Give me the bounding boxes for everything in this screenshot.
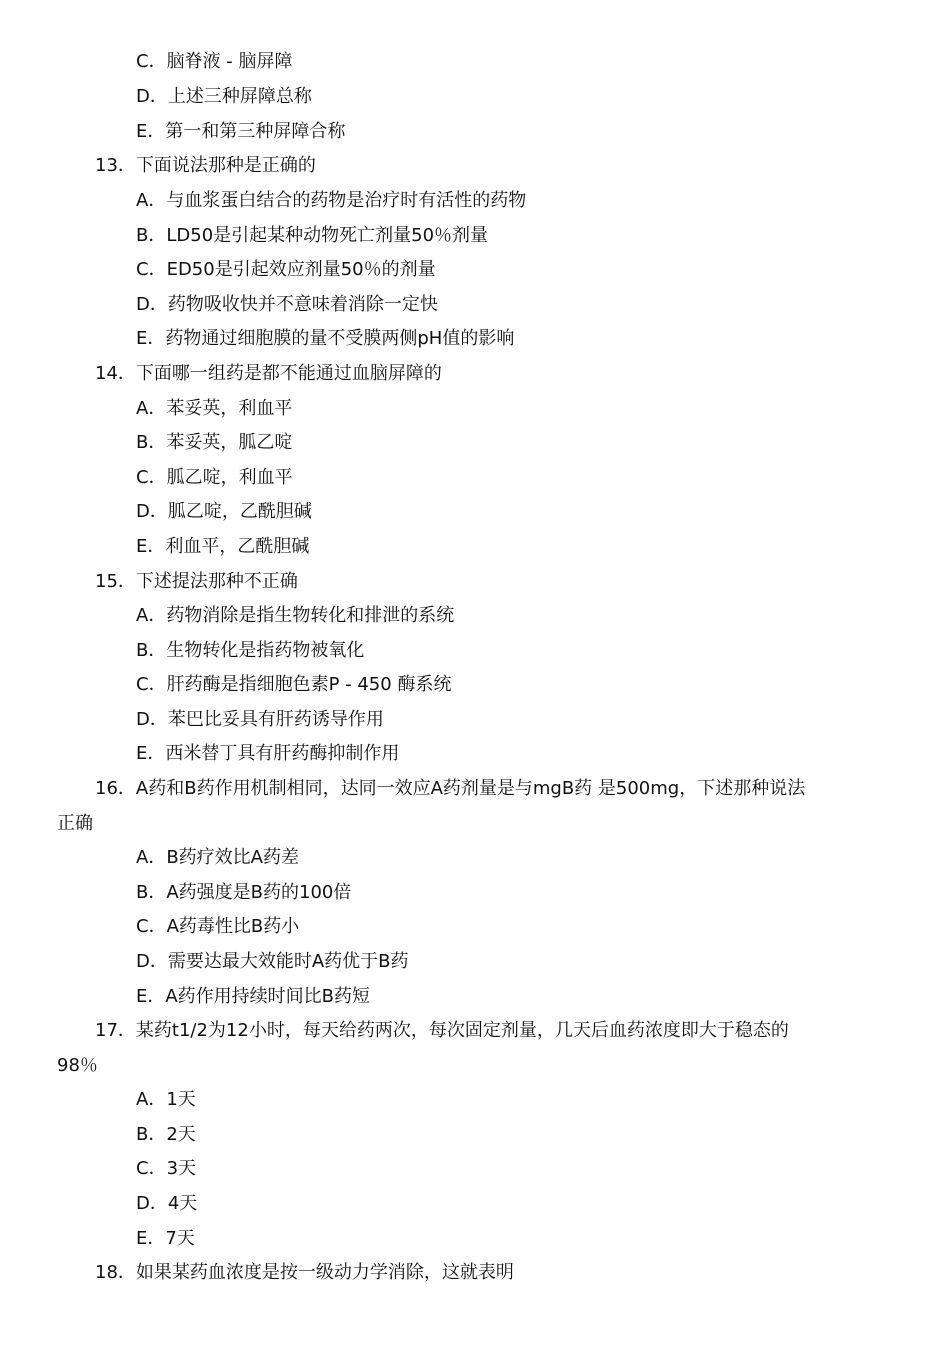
q17-option-c: C．3天 xyxy=(136,1158,197,1179)
q16-stem-line1: 16．A药和B药作用机制相同，达同一效应A药剂量是与mgB药 是500mg，下述那种说法 xyxy=(95,778,806,799)
q16-option-e: E．A药作用持续时间比B药短 xyxy=(136,986,371,1007)
q15-option-b: B．生物转化是指药物被氧化 xyxy=(136,640,365,661)
q16-option-c: C．A药毒性比B药小 xyxy=(136,916,300,937)
q15-stem: 15．下述提法那种不正确 xyxy=(95,571,298,592)
q12-option-d: D．上述三种屏障总称 xyxy=(136,86,312,107)
q15-option-d: D．苯巴比妥具有肝药诱导作用 xyxy=(136,709,384,730)
q17-option-b: B．2天 xyxy=(136,1124,196,1145)
q15-option-a: A．药物消除是指生物转化和排泄的系统 xyxy=(136,605,455,626)
q18-stem: 18．如果某药血浓度是按一级动力学消除，这就表明 xyxy=(95,1262,514,1283)
q13-stem: 13．下面说法那种是正确的 xyxy=(95,155,316,176)
q17-option-e: E．7天 xyxy=(136,1228,195,1249)
q14-option-a: A．苯妥英，利血平 xyxy=(136,398,293,419)
q17-stem-line2: 98％ xyxy=(57,1055,98,1076)
q16-option-a: A．B药疗效比A药差 xyxy=(136,847,299,868)
q13-option-b: B．LD50是引起某种动物死亡剂量50％剂量 xyxy=(136,225,489,246)
q13-option-c: C．ED50是引起效应剂量50％的剂量 xyxy=(136,259,436,280)
q17-option-a: A．1天 xyxy=(136,1089,196,1110)
q13-option-a: A．与血浆蛋白结合的药物是治疗时有活性的药物 xyxy=(136,190,527,211)
q15-option-e: E．西米替丁具有肝药酶抑制作用 xyxy=(136,743,400,764)
q15-option-c: C．肝药酶是指细胞色素P - 450 酶系统 xyxy=(136,674,452,695)
q14-option-e: E．利血平，乙酰胆碱 xyxy=(136,536,310,557)
q14-option-c: C．胍乙啶，利血平 xyxy=(136,467,293,488)
q12-option-e: E．第一和第三种屏障合称 xyxy=(136,121,346,142)
q13-option-d: D．药物吸收快并不意味着消除一定快 xyxy=(136,294,438,315)
q13-option-e: E．药物通过细胞膜的量不受膜两侧pH值的影响 xyxy=(136,328,515,349)
q14-stem: 14．下面哪一组药是都不能通过血脑屏障的 xyxy=(95,363,442,384)
q16-option-b: B．A药强度是B药的100倍 xyxy=(136,882,352,903)
q12-option-c: C．脑脊液 - 脑屏障 xyxy=(136,51,293,72)
q16-stem-line2: 正确 xyxy=(57,813,93,834)
q14-option-b: B．苯妥英，胍乙啶 xyxy=(136,432,293,453)
q16-option-d: D．需要达最大效能时A药优于B药 xyxy=(136,951,409,972)
q17-stem-line1: 17．某药t1/2为12小时，每天给药两次，每次固定剂量，几天后血药浓度即大于稳态的 xyxy=(95,1020,789,1041)
q17-option-d: D．4天 xyxy=(136,1193,198,1214)
q14-option-d: D．胍乙啶，乙酰胆碱 xyxy=(136,501,312,522)
